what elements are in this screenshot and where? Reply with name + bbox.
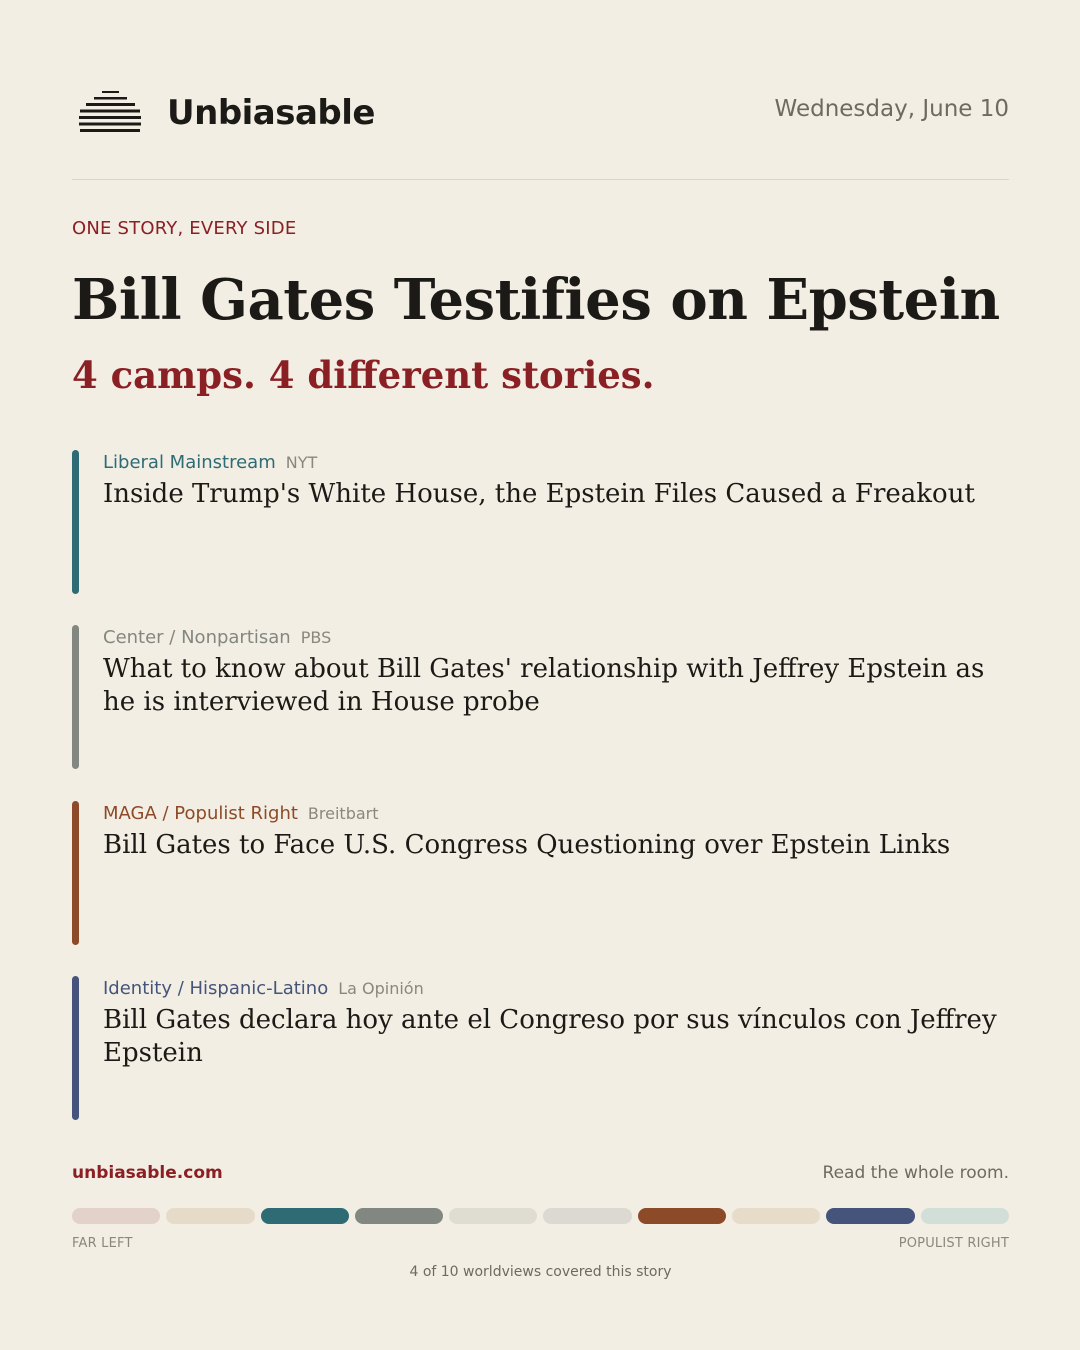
story-meta [103, 802, 379, 826]
kicker: ONE STORY, EVERY SIDE [72, 218, 297, 239]
coverage-count: 4 of 10 worldviews covered this story [409, 1264, 672, 1280]
camp-color-bar [72, 976, 79, 1120]
brand-name[interactable]: Unbiasable [167, 93, 375, 133]
story-headline[interactable]: What to know about Bill Gates' relationship with Jeffrey Epstein as he is interviewed in House probe [103, 654, 985, 717]
spectrum-segment [543, 1208, 631, 1224]
header [72, 86, 1009, 142]
story-card-maga-populist-right[interactable] [72, 801, 1009, 945]
spectrum-segment [921, 1208, 1009, 1224]
camp-label: Liberal Mainstream [103, 452, 276, 473]
spectrum-segment [732, 1208, 820, 1224]
page-title: Bill Gates Testifies on Epstein [72, 267, 1000, 333]
spectrum-right-label: POPULIST RIGHT [898, 1236, 1009, 1251]
story-meta [103, 977, 424, 1001]
camp-label: Center / Nonpartisan [103, 627, 291, 648]
logo-icon [78, 90, 142, 134]
story-meta [103, 451, 317, 475]
camp-color-bar [72, 801, 79, 945]
story-headline[interactable]: Bill Gates to Face U.S. Congress Questioning over Epstein Links [103, 830, 951, 860]
tagline: Read the whole room. [822, 1163, 1009, 1183]
camp-color-bar [72, 625, 79, 769]
spectrum-segment [449, 1208, 537, 1224]
spectrum-segment [166, 1208, 254, 1224]
camp-label: Identity / Hispanic-Latino [103, 978, 329, 999]
site-link[interactable]: unbiasable.com [72, 1163, 223, 1183]
story-card-identity-hispanic-latino[interactable] [72, 976, 1009, 1120]
spectrum-left-label: FAR LEFT [72, 1236, 133, 1251]
story-headline[interactable]: Inside Trump's White House, the Epstein Files Caused a Freakout [103, 479, 975, 509]
spectrum-segment [72, 1208, 160, 1224]
source-label: PBS [300, 628, 332, 647]
date-label: Wednesday, June 10 [774, 96, 1009, 122]
story-meta [103, 626, 331, 650]
story-card-center-nonpartisan[interactable] [72, 625, 1009, 769]
spectrum-segment [355, 1208, 443, 1224]
subheadline: 4 camps. 4 different stories. [72, 353, 655, 397]
story-headline[interactable]: Bill Gates declara hoy ante el Congreso por sus vínculos con Jeffrey Epstein [103, 1005, 997, 1068]
story-card-liberal-mainstream[interactable] [72, 450, 1009, 594]
spectrum-segment [638, 1208, 726, 1224]
camp-color-bar [72, 450, 79, 594]
page [72, 0, 1009, 1350]
worldview-spectrum [72, 1208, 1009, 1224]
camp-label: MAGA / Populist Right [103, 803, 298, 824]
spectrum-segment [261, 1208, 349, 1224]
source-label: La Opinión [338, 979, 424, 998]
source-label: Breitbart [307, 804, 379, 823]
source-label: NYT [285, 453, 318, 472]
header-divider [72, 179, 1009, 180]
spectrum-segment [826, 1208, 914, 1224]
